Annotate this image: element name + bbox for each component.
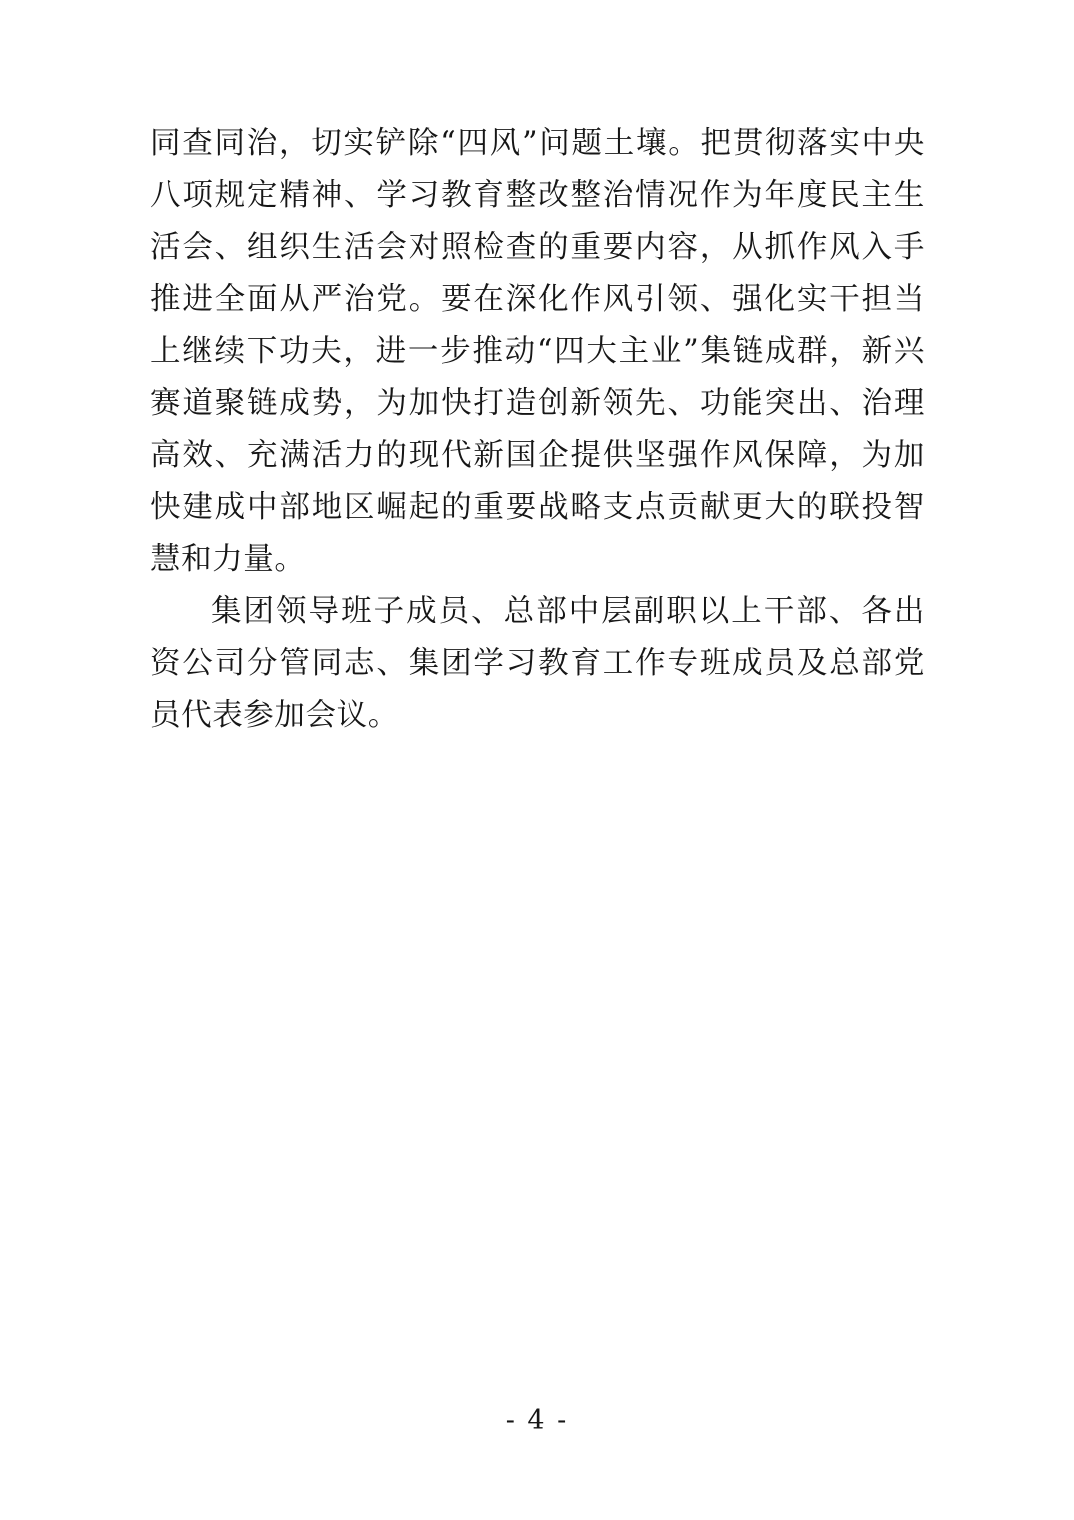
paragraph-2: 集团领导班子成员、总部中层副职以上干部、各出资公司分管同志、集团学习教育工作专班成员及总部党员代表参加会议。 [150,594,925,733]
document-body [150,118,925,742]
paragraph-1: 同查同治，切实铲除“四风”问题土壤。把贯彻落实中央八项规定精神、学习教育整改整治情况作为年度民主生活会、组织生活会对照检查的重要内容，从抓作风入手推进全面从严治党。要在深化作风引领、强化实干担当上继续下功夫，进一步推动“四大主业”集链成群，新兴赛道聚链成势，为加快打造创新领先、功能突出、治理高效、充满活力的现代新国企提供坚强作风保障，为加快建成中部地区崛起的重要战略支点贡献更大的联投智慧和力量。 [150,126,925,577]
page-number: - 4 - [505,1405,569,1436]
